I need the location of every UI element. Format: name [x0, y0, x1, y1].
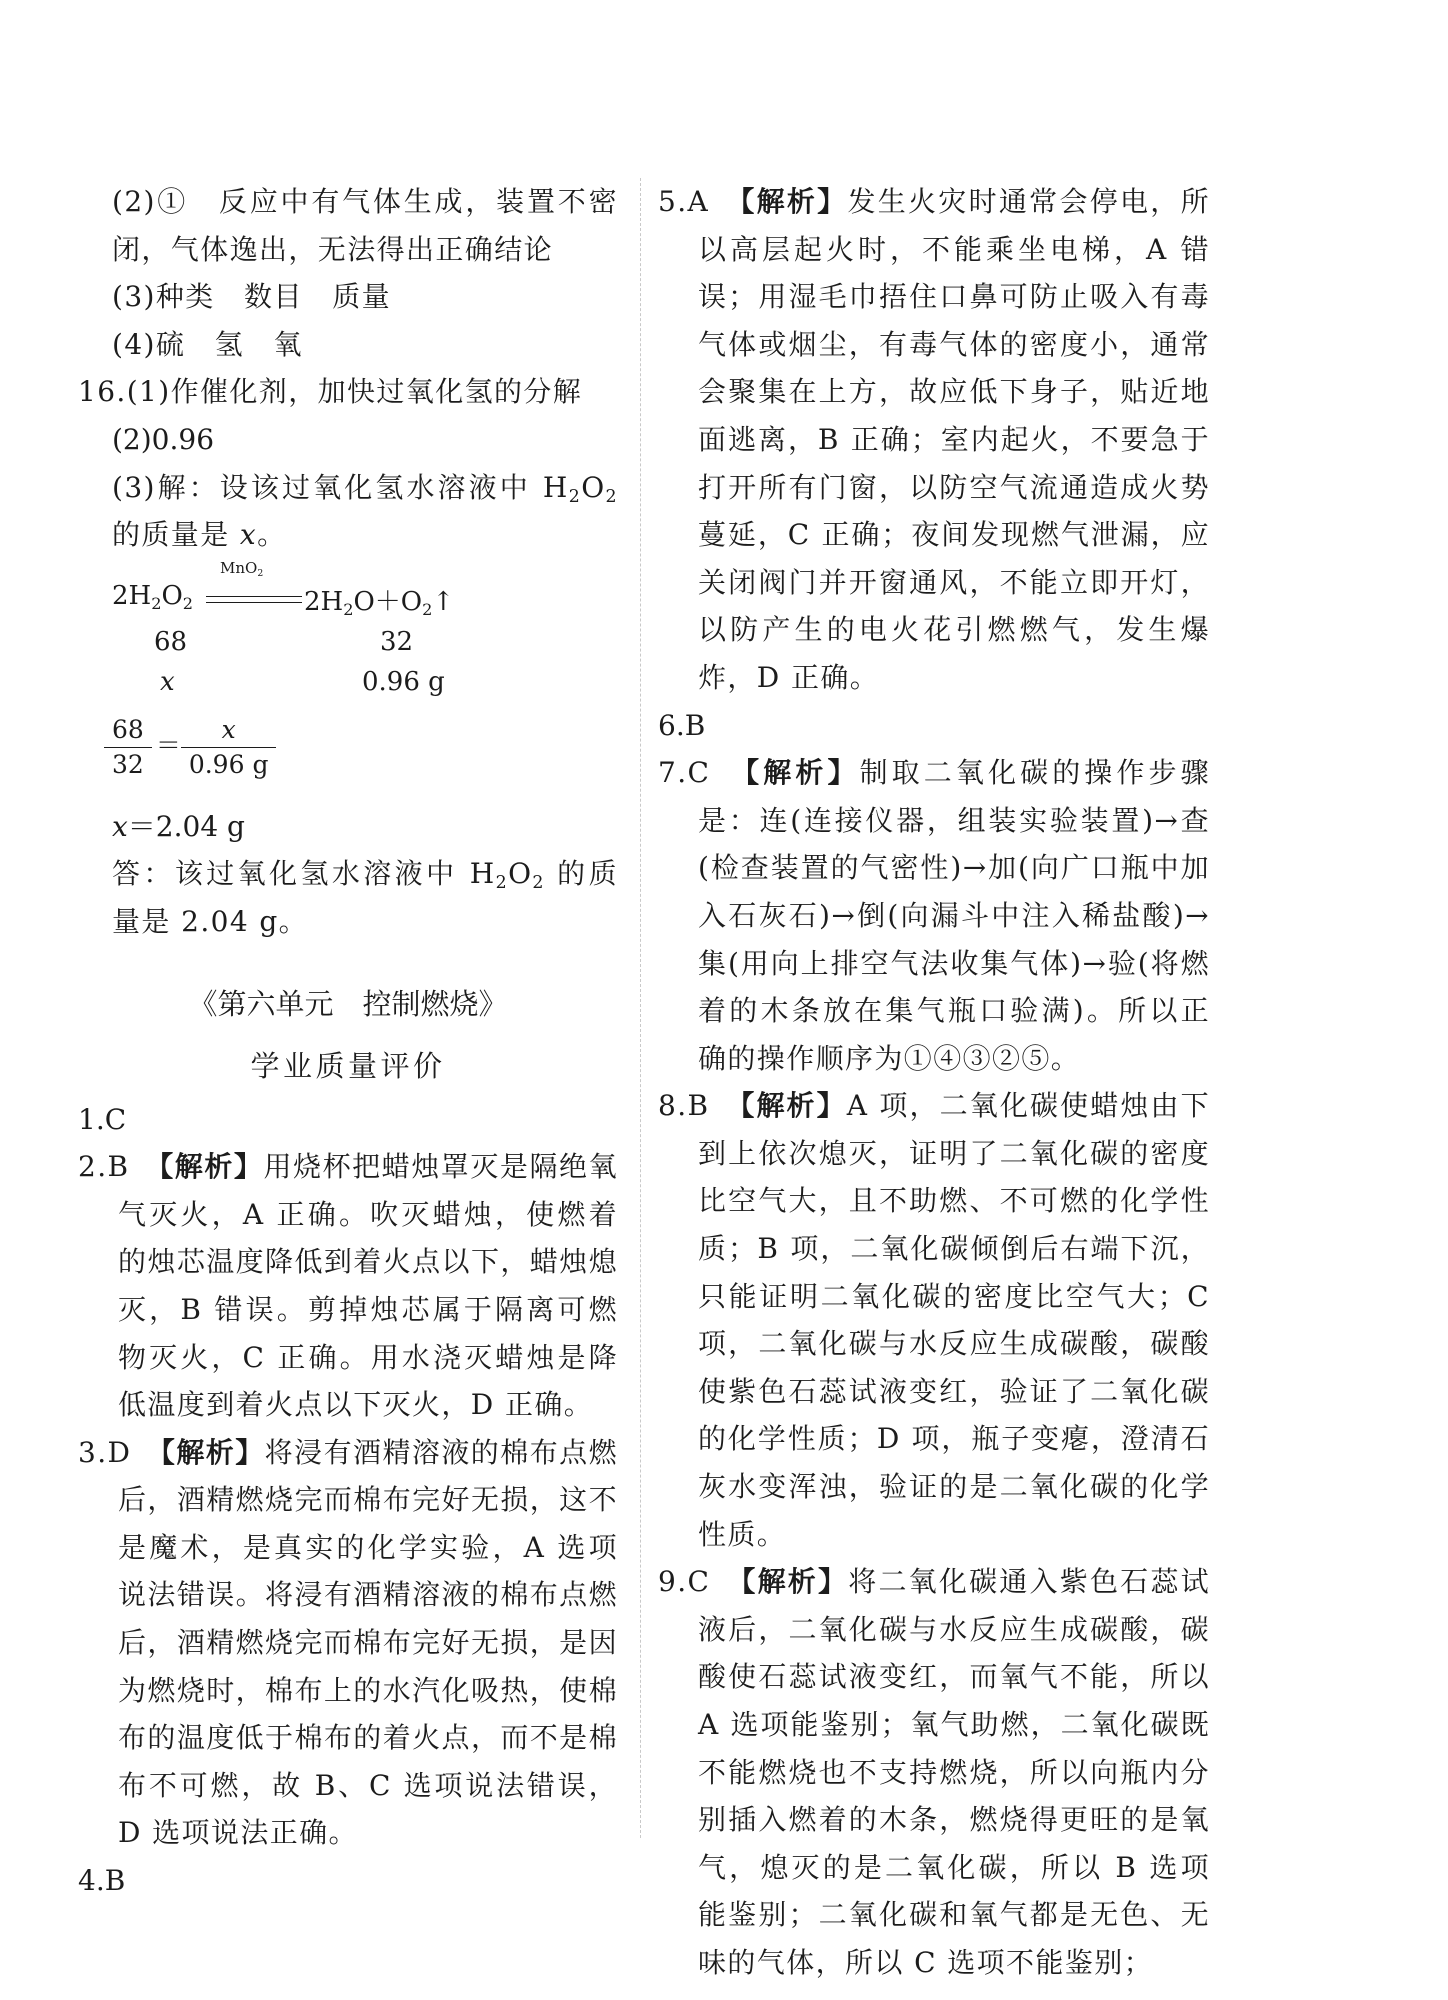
section-title: 学业质量评价 [250, 1048, 446, 1083]
products: $2H_2O+O_2↑$ [304, 586, 455, 619]
answer-6: 6.B [658, 708, 706, 742]
fraction-68-32: $\frac{68}{32}$ [104, 713, 152, 782]
molar-mass-68: 68 [154, 626, 188, 657]
answer-2: 2.B 【解析】用烧杯把蜡烛罩灭是隔绝氧气灭火，A 正确。吹灭蜡烛，使燃着的烛芯温度降低到着火点以下，蜡烛熄灭，B 错误。剪掉烛芯属于隔离可燃物灭火，C 正确。用水浇灭蜡烛是降低温度到着火点以下灭火，D 正确。 [78, 1150, 618, 1422]
answer-8: 8.B 【解析】A 项，二氧化碳使蜡烛由下到上依次熄灭，证明了二氧化碳的密度比空气大，且不助燃、不可燃的化学性质；B 项，二氧化碳倾倒后右端下沉，只能证明二氧化碳的密度比空气大；C 项，二氧化碳与水反应生成碳酸，碳酸使紫色石蕊试液变红，验证了二氧化碳的化学性质；D 项，瓶子变瘪，澄清石灰水变浑浊，验证的是二氧化碳的化学性质。 [658, 1089, 1210, 1551]
fraction-x: $\frac{x}{0.96 g}$ [181, 713, 277, 782]
equals-sign: ＝ [155, 730, 181, 760]
result-line: x＝2.04 g [112, 809, 245, 843]
answer-5: 5.A 【解析】发生火灾时通常会停电，所以高层起火时，不能乘坐电梯，A 错误；用湿毛巾捂住口鼻可防止吸入有毒气体或烟尘，有毒气体的密度小，通常会聚集在上方，故应低下身子，贴近地面逃离，B 正确；室内起火，不要急于打开所有门窗，以防空气流通造成火势蔓延，C 正确；夜间发现燃气泄漏，应关闭阀门并开窗通风，不能立即开灯，以防产生的电火花引燃燃气，发生爆炸，D 正确。 [658, 185, 1210, 694]
actual-mass-row [78, 663, 618, 713]
answer-15-3: (3)种类 数目 质量 [112, 280, 392, 314]
right-column [658, 178, 1210, 1987]
answer-9: 9.C 【解析】将二氧化碳通入紫色石蕊试液后，二氧化碳与水反应生成碳酸，碳酸使石蕊试液变红，而氧气不能，所以 A 选项能鉴别；氧气助燃，二氧化碳既不能燃烧也不支持燃烧，所以向瓶内分别插入燃着的木条，燃烧得更旺的是氧气，熄灭的是二氧化碳，所以 B 选项能鉴别；二氧化碳和氧气都是无色、无味的气体，所以 C 选项不能鉴别； [658, 1565, 1210, 1979]
answer-15-4: (4)硫 氢 氧 [112, 327, 303, 361]
answer-4: 4.B [78, 1864, 126, 1898]
answer-15-2: (2)① 反应中有气体生成，装置不密闭，气体逸出，无法得出正确结论 [112, 185, 618, 266]
unit-title: 《第六单元 控制燃烧》 [188, 986, 508, 1021]
mass-ratio-row [78, 625, 618, 663]
proportion-equation [78, 713, 618, 803]
column-divider [640, 178, 641, 1838]
answer-3: 3.D 【解析】将浸有酒精溶液的棉布点燃后，酒精燃烧完而棉布完好无损，这不是魔术，是真实的化学实验，A 选项说法错误。将浸有酒精溶液的棉布点燃后，酒精燃烧完而棉布完好无损，是因为燃烧时，棉布上的水汽化吸热，使棉布的温度低于棉布的着火点，而不是棉布不可燃，故 B、C 选项说法错误，D 选项说法正确。 [78, 1435, 618, 1850]
unknown-x: x [160, 666, 175, 697]
reaction-arrow [206, 596, 302, 603]
left-column [78, 178, 618, 1905]
reactant-h2o2: $2H_2O_2$ [112, 580, 194, 613]
answer-16-1: 16.(1)作催化剂，加快过氧化氢的分解 [78, 375, 583, 409]
molar-mass-32: 32 [380, 626, 414, 657]
catalyst-label: MnO$_2$ [220, 558, 264, 579]
answer-1: 1.C [78, 1102, 127, 1136]
chemical-equation [78, 559, 618, 625]
final-answer: 答：该过氧化氢水溶液中 $H_2O_2$ 的质量是 2.04 g。 [112, 857, 618, 938]
answer-16-3-setup: (3)解：设该过氧化氢水溶液中 $H_2O_2$ 的质量是 x。 [112, 470, 618, 552]
answer-7: 7.C 【解析】制取二氧化碳的操作步骤是：连(连接仪器，组装实验装置)→查(检查装置的气密性)→加(向广口瓶中加入石灰石)→倒(向漏斗中注入稀盐酸)→集(用向上排空气法收集气体)→验(将燃着的木条放在集气瓶口验满)。所以正确的操作顺序为①④③②⑤。 [658, 756, 1211, 1075]
answer-16-2: (2)0.96 [112, 422, 215, 456]
oxygen-mass: 0.96 g [362, 666, 445, 697]
